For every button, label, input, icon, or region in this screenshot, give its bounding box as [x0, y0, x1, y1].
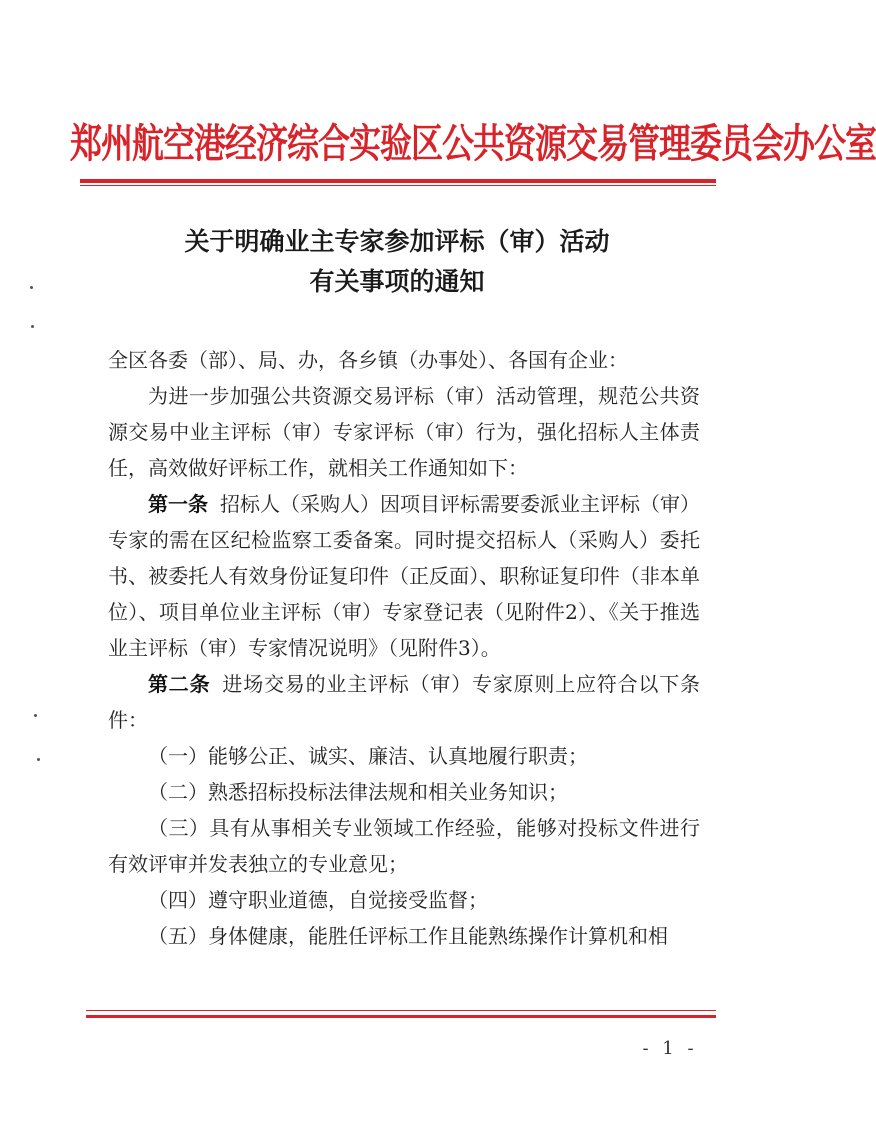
scan-speck [30, 286, 33, 289]
condition-5: （五）身体健康，能胜任评标工作且能熟练操作计算机和相 [148, 924, 668, 948]
article-2-text: 进场交易的业主评标（审）专家原则上应符合以下条件： [108, 672, 701, 732]
condition-1: （一）能够公正、诚实、廉洁、认真地履行职责； [148, 744, 588, 768]
article-1-heading: 第一条 [148, 492, 208, 516]
article-2 [108, 666, 700, 738]
title-line-2: 有关事项的通知 [309, 267, 485, 296]
organization-letterhead: 郑州航空港经济综合实验区公共资源交易管理委员会办公室 [70, 119, 876, 167]
condition-4: （四）遵守职业道德，自觉接受监督； [148, 888, 488, 912]
article-1-text: 招标人（采购人）因项目评标需要委派业主评标（审）专家的需在区纪检监察工委备案。同时提交招标人（采购人）委托书、被委托人有效身份证复印件（正反面）、职称证复印件（非本单位）、项目单位业主评标（审）专家登记表（见附件2）、《关于推选业主评标（审）专家情况说明》（见附件3）。 [108, 492, 700, 660]
intro-paragraph: 为进一步加强公共资源交易评标（审）活动管理，规范公共资源交易中业主评标（审）专家评标（审）行为，强化招标人主体责任，高效做好评标工作，就相关工作通知如下： [108, 384, 700, 480]
title-line-1: 关于明确业主专家参加评标（审）活动 [184, 227, 610, 256]
article-1 [108, 486, 700, 666]
document-body [108, 342, 700, 954]
page-number: - 1 - [642, 1038, 698, 1059]
scan-speck [37, 758, 40, 761]
scan-speck [34, 714, 37, 717]
salutation: 全区各委（部）、局、办，各乡镇（办事处）、各国有企业： [108, 348, 628, 372]
footer-red-rule-thin [86, 1010, 716, 1011]
footer-red-rule-thick [86, 1015, 716, 1018]
document-title [60, 222, 734, 302]
letterhead-red-rule-thick [80, 179, 716, 183]
scan-speck [31, 325, 34, 328]
letterhead-red-rule-thin [80, 185, 716, 186]
condition-3: （三）具有从事相关专业领域工作经验，能够对投标文件进行有效评审并发表独立的专业意见； [108, 816, 700, 876]
article-2-heading: 第二条 [148, 672, 211, 696]
condition-2: （二）熟悉招标投标法律法规和相关业务知识； [148, 780, 568, 804]
